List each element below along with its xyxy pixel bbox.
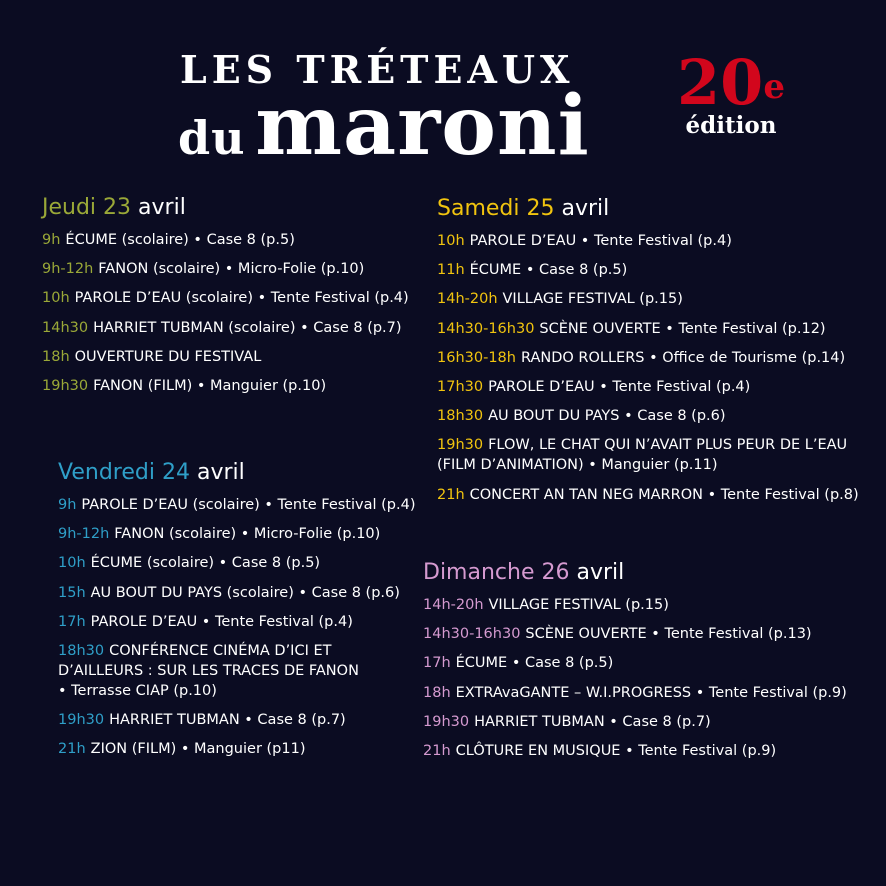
- event-description: PAROLE D’EAU • Tente Festival (p.4): [469, 233, 732, 249]
- event-description: SCÈNE OUVERTE • Tente Festival (p.12): [539, 320, 826, 337]
- event-item: [437, 406, 859, 426]
- event-description: HARRIET TUBMAN • Case 8 (p.7): [109, 712, 346, 729]
- event-item: [423, 741, 847, 761]
- event-description: PAROLE D’EAU (scolaire) • Tente Festival (p.4): [74, 290, 409, 307]
- event-description: CLÔTURE EN MUSIQUE • Tente Festival (p.9): [455, 742, 777, 759]
- day-name: Jeudi: [42, 195, 97, 220]
- event-item: [437, 319, 859, 339]
- event-time: 17h: [58, 613, 86, 630]
- day-date: 24: [161, 460, 190, 485]
- event-description: VILLAGE FESTIVAL (p.15): [502, 291, 683, 308]
- event-time: 10h: [437, 233, 465, 249]
- event-item: [42, 288, 409, 308]
- day-block-dimanche: [423, 559, 847, 770]
- event-description: AU BOUT DU PAYS (scolaire) • Case 8 (p.6): [90, 584, 400, 601]
- event-time: 15h: [58, 584, 86, 601]
- event-item: [437, 348, 859, 368]
- day-month: avril: [561, 196, 610, 221]
- event-time: 10h: [58, 555, 86, 572]
- event-item: [437, 260, 859, 280]
- event-time: 14h-20h: [437, 291, 498, 308]
- event-description: ZION (FILM) • Manguier (p11): [90, 741, 306, 758]
- event-description: ÉCUME (scolaire) • Case 8 (p.5): [90, 555, 321, 572]
- event-description: EXTRAvaGANTE – W.I.PROGRESS • Tente Festival (p.9): [455, 684, 847, 701]
- event-description: PAROLE D’EAU • Tente Festival (p.4): [488, 378, 751, 395]
- title-du: du: [178, 111, 246, 165]
- event-time: 14h30-16h30: [437, 320, 535, 337]
- event-item: [58, 495, 415, 515]
- event-description: ÉCUME • Case 8 (p.5): [455, 655, 614, 672]
- event-description: FANON (FILM) • Manguier (p.10): [93, 377, 327, 394]
- day-block-samedi: [437, 195, 859, 514]
- festival-title: [178, 48, 598, 187]
- event-description: HARRIET TUBMAN • Case 8 (p.7): [474, 713, 711, 730]
- event-item: [42, 259, 409, 279]
- event-time: 21h: [423, 742, 451, 759]
- event-item: [58, 524, 415, 544]
- event-time: 19h30: [42, 377, 89, 394]
- event-item: [423, 595, 847, 615]
- event-time: 17h: [423, 655, 451, 672]
- day-block-jeudi: [42, 194, 409, 405]
- event-item: [58, 583, 415, 603]
- event-description: FANON (scolaire) • Micro-Folie (p.10): [114, 526, 381, 543]
- day-month: avril: [138, 195, 186, 220]
- event-time: 19h30: [423, 713, 470, 730]
- event-time: 21h: [437, 486, 465, 503]
- event-description: ÉCUME (scolaire) • Case 8 (p.5): [65, 232, 295, 248]
- edition-badge: [666, 46, 796, 139]
- event-description: FANON (scolaire) • Micro-Folie (p.10): [98, 261, 365, 278]
- event-description: CONCERT AN TAN NEG MARRON • Tente Festival (p.8): [469, 486, 859, 503]
- day-month: avril: [576, 560, 625, 585]
- event-item: [437, 231, 859, 251]
- event-description: ÉCUME • Case 8 (p.5): [469, 262, 628, 279]
- event-item: [42, 347, 409, 367]
- event-description: HARRIET TUBMAN (scolaire) • Case 8 (p.7): [93, 319, 402, 336]
- event-item: [58, 739, 415, 759]
- event-description: CONFÉRENCE CINÉMA D’ICI ET D’AILLEURS : SUR LES TRACES DE FANON • Terrasse CIAP (p.10): [58, 642, 359, 699]
- event-description: VILLAGE FESTIVAL (p.15): [488, 597, 669, 613]
- event-item: [42, 318, 409, 338]
- event-description: RANDO ROLLERS • Office de Tourisme (p.14): [520, 349, 846, 366]
- edition-number: 20e: [677, 46, 785, 119]
- title-les-treteaux: LES TRÉTEAUX: [180, 47, 575, 92]
- day-date: 25: [526, 196, 555, 221]
- day-name: Dimanche: [423, 560, 535, 585]
- event-item: [437, 435, 859, 475]
- event-time: 14h30-16h30: [423, 626, 521, 643]
- edition-suffix: e: [763, 67, 785, 107]
- event-time: 19h30: [58, 712, 105, 729]
- event-time: 9h-12h: [42, 261, 94, 278]
- event-description: PAROLE D’EAU • Tente Festival (p.4): [90, 613, 353, 630]
- event-item: [42, 376, 409, 396]
- day-date: 26: [541, 560, 570, 585]
- event-item: [423, 624, 847, 644]
- event-time: 11h: [437, 262, 465, 279]
- event-description: SCÈNE OUVERTE • Tente Festival (p.13): [525, 626, 812, 643]
- day-heading: [423, 559, 847, 587]
- event-item: [423, 653, 847, 673]
- event-time: 14h-20h: [423, 597, 484, 613]
- event-time: 9h-12h: [58, 526, 110, 543]
- day-name: Samedi: [437, 196, 520, 221]
- event-item: [58, 641, 415, 701]
- event-time: 19h30: [437, 437, 484, 454]
- event-time: 9h: [58, 497, 77, 513]
- event-time: 16h30-18h: [437, 349, 516, 366]
- day-heading: [437, 195, 859, 223]
- edition-label: édition: [685, 112, 777, 139]
- day-date: 23: [103, 195, 132, 220]
- event-time: 14h30: [42, 319, 89, 336]
- event-description: AU BOUT DU PAYS • Case 8 (p.6): [488, 408, 726, 425]
- event-item: [423, 683, 847, 703]
- event-item: [437, 289, 859, 309]
- event-time: 18h: [42, 348, 70, 365]
- event-time: 10h: [42, 290, 70, 307]
- event-item: [423, 712, 847, 732]
- event-item: [437, 485, 859, 505]
- event-description: FLOW, LE CHAT QUI N’AVAIT PLUS PEUR DE L’EAU (FILM D’ANIMATION) • Manguier (p.11): [437, 437, 848, 474]
- title-du-maroni: [178, 78, 598, 187]
- day-heading: [58, 459, 415, 487]
- day-month: avril: [196, 460, 245, 485]
- event-description: OUVERTURE DU FESTIVAL: [74, 348, 262, 365]
- event-item: [58, 612, 415, 632]
- event-item: [42, 230, 409, 250]
- event-time: 18h30: [58, 642, 105, 659]
- day-name: Vendredi: [58, 460, 155, 485]
- event-description: PAROLE D’EAU (scolaire) • Tente Festival (p.4): [81, 497, 416, 513]
- event-time: 17h30: [437, 378, 484, 395]
- title-maroni: maroni: [255, 78, 590, 174]
- event-time: 18h30: [437, 408, 484, 425]
- event-time: 9h: [42, 232, 61, 248]
- day-block-vendredi: [58, 459, 415, 769]
- event-item: [58, 710, 415, 730]
- event-time: 21h: [58, 741, 86, 758]
- day-heading: [42, 194, 409, 222]
- event-item: [58, 553, 415, 573]
- event-item: [437, 377, 859, 397]
- event-time: 18h: [423, 684, 451, 701]
